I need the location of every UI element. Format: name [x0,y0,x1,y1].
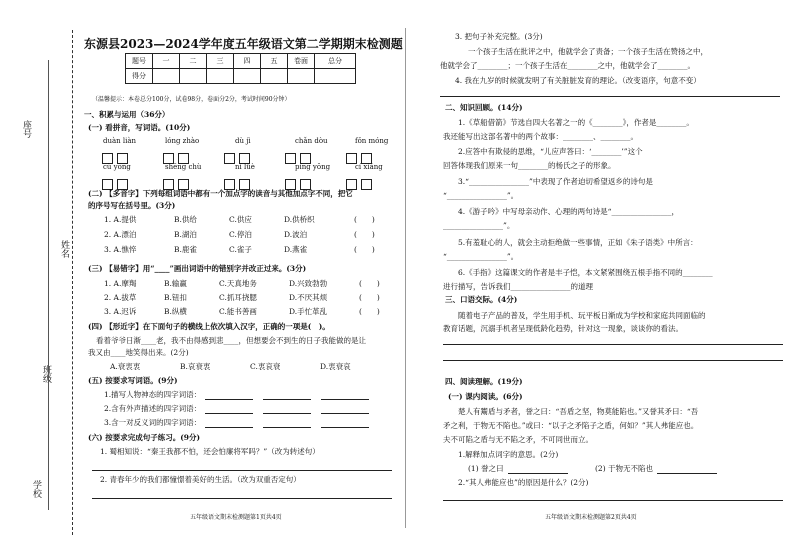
q3-row: 1. A.摩羯 B.输赢 C.天真地务 D.兴致勃勃 ( ) [104,279,380,288]
page-footer-left: 五年级语文期末检测题第1页共4页 [190,514,282,521]
recall-6: 6.《手指》这篇课文的作者是丰子恺，本文紧紧围绕五根手指不同的________ [458,268,713,277]
score-head: 卷面 [288,54,315,69]
pinyin: duàn liàn [103,137,137,145]
score-head: 题号 [126,54,153,69]
answer-line[interactable] [440,96,780,97]
pinyin: píng yōng [295,163,331,171]
recall-3b: “________________”。 [443,191,519,200]
sidebar-name: 姓名 [59,240,69,258]
recall-2b: 回答体现我们原来一句________的杨氏之子的形象。 [443,161,616,170]
answer-line[interactable] [443,344,783,345]
score-head: 三 [207,54,234,69]
score-cell[interactable] [261,69,288,84]
q6-title: (六) 按要求完成句子练习。(9分) [88,433,201,442]
pinyin: lóng zhào [165,137,200,145]
pinyin: ní lüè [235,163,255,171]
passage-line: 楚人有鬻盾与矛者，誉之曰：“吾盾之坚，物莫能陷也。”又誉其矛曰：“吾 [458,407,699,416]
q4-title: (四) 【形近字】在下面句子的横线上依次填入汉字，正确的一项是( )。 [88,322,330,331]
q5-row: 1.描写人物神态的四字词语： [104,390,369,400]
recall-5: 5.有羞耻心的人，就会主动拒绝做一些事情，正如《朱子语类》中所言： [458,238,698,247]
oral-text-2: 教育话题，沉溺手机者呈现低龄化趋势，针对这一现象，谈谈你的看法。 [443,324,683,333]
exam-note: （温馨提示：本卷总分100分，试卷98分，卷面分2分，考试时间90分钟） [92,96,291,103]
q7-line-2: 他就学会了________；一个孩子生活在________之中，他就学会了________。 [440,61,695,70]
recall-4b: ________________”。 [443,221,515,230]
q5-row: 2.含有外声描述的四字词语： [104,404,369,414]
answer-line[interactable] [443,500,783,501]
sidebar-line [48,60,49,510]
section-1: 一、积累与运用（36分） [84,110,170,119]
answer-line[interactable] [443,360,783,361]
recall-2: 2.应答中有欺侵的思维，“儿应声答曰：‘________’”这个 [458,147,643,156]
score-cell[interactable] [315,69,356,84]
score-cell[interactable] [180,69,207,84]
reading-1-title: (一) 课内阅读。(6分) [448,392,523,401]
q1-title: (一) 看拼音，写词语。(10分) [88,123,191,132]
q2-row: 2. A.漂泊 B.湖泊 C.停泊 D.波泊 ( ) [104,230,375,239]
q5-title: (五) 按要求写词语。(9分) [88,376,178,385]
pinyin: fǒn móng [355,137,389,145]
oral-text-1: 随着电子产品的普及，学生用手机、玩平板日渐成为学校和家庭共同面临的 [458,311,706,320]
page-title: 东源县2023—2024学年度五年级语文第二学期期末检测题 [84,37,403,51]
q7-line-3: 4. 我在九岁的时候就发明了有关脏脏发育的理论。（改变语序，句意不变） [455,76,701,85]
q3-title: (三) 【易错字】用“____”画出词语中的错别字并改正过来。(3分) [88,264,307,273]
q4-text-2: 我又由____地笑得出来。(2分) [88,348,189,357]
score-cell[interactable] [234,69,261,84]
q7-title: 3. 把句子补充完整。(3分) [455,32,543,41]
score-label: 得分 [126,69,153,84]
q2-title-2: 的序号写在括号里。(3分) [88,201,176,210]
q4-text: 看着爷爷日渐____老，我不由得感到悲____，但想要会不到生的日子我能做的是让 [96,336,366,345]
reading-q1: 1.解释加点词字的意思。(2分) [458,450,559,459]
q3-row: 2. A.拔草 B.钮扣 C.抓耳挠腮 D.不厌其烦 ( ) [104,293,380,302]
answer-line[interactable] [92,470,392,471]
recall-1: 1.《草船借箭》节选自四大名著之一的《________》，作者是________。 [458,118,694,127]
section-2: 二、知识回顾。(14分) [445,103,523,112]
pinyin: shēng chù [165,163,202,171]
recall-6b: 进行描写，告诉我们________________的道理 [443,282,593,291]
passage-line: 矛之利，于物无不陷也。”或曰：“以子之矛陷子之盾，何如？”其人弗能应也。 [443,421,699,430]
sidebar-kaohao: 座号 [21,120,31,138]
score-head: 五 [261,54,288,69]
pinyin: dù jì [235,137,251,145]
pinyin: chǎn dòu [295,137,328,145]
q2-row: 3. A.憔悴 B.鹿雀 C.雀子 D.燕雀 ( ) [104,245,375,254]
section-4: 四、阅读理解。(19分) [445,377,523,386]
recall-3: 3.“________________”中表现了作者迫切希望返乡的诗句是 [458,177,653,186]
sidebar-class: 班级 [41,365,51,383]
score-head: 总分 [315,54,356,69]
score-head: 四 [234,54,261,69]
page-footer-right: 五年级语文期末检测题第2页共4页 [545,514,637,521]
answer-line[interactable] [92,498,392,499]
pinyin: cù yōng [103,163,131,171]
recall-1b: 我还能写出这部名著中的两个故事：________、________。 [443,132,638,141]
q2-row: 1. A.提供 B.供给 C.供应 D.供桥织 ( ) [104,215,375,224]
reading-q1b: (2) 于物无不陷也 [595,464,717,474]
score-cell[interactable] [153,69,180,84]
score-table [125,53,356,84]
recall-5b: “________________”。 [443,252,519,261]
pinyin: cí xiáng [355,163,383,171]
q2-title: (二) 【多音字】下列每组词语中都有一个加点字的读音与其他加点字不同，把它 [88,189,353,198]
sidebar-school: 学校 [31,480,41,498]
reading-q2: 2.“其人弗能应也”的原因是什么？(2分) [458,478,589,487]
q4-options: A.衰衷衷 B.哀衰衷 C.衷哀衰 D.衷衰哀 [110,362,351,371]
binding-line [72,30,73,535]
recall-4: 4.《游子吟》中写母亲动作、心理的两句诗是“________________， [458,207,679,216]
score-cell[interactable] [288,69,315,84]
score-head: 一 [153,54,180,69]
q6-2: 2. 青春年少的我们都憧憬着美好的生活。（改为双重否定句） [100,475,301,484]
q6-1: 1. 蜀相知说：“秦王我都不怕，还会怕廉将军吗？”（改为转述句） [100,447,320,456]
passage-line: 夫不可陷之盾与无不陷之矛，不可同世而立。 [443,435,593,444]
page-divider [405,28,406,528]
section-3: 三、口语交际。(4分) [445,295,518,304]
score-head: 二 [180,54,207,69]
q7-line-1: 一个孩子生活在批评之中，他就学会了责备；一个孩子生活在赞扬之中， [468,47,708,56]
q5-row: 3.含一对反义词的四字词语： [104,418,369,428]
q3-row: 3. A.迟诉 B.纵横 C.能书善画 D.手忙革乱 ( ) [104,307,380,316]
reading-q1a: (1) 誉之曰 [468,464,568,474]
score-cell[interactable] [207,69,234,84]
